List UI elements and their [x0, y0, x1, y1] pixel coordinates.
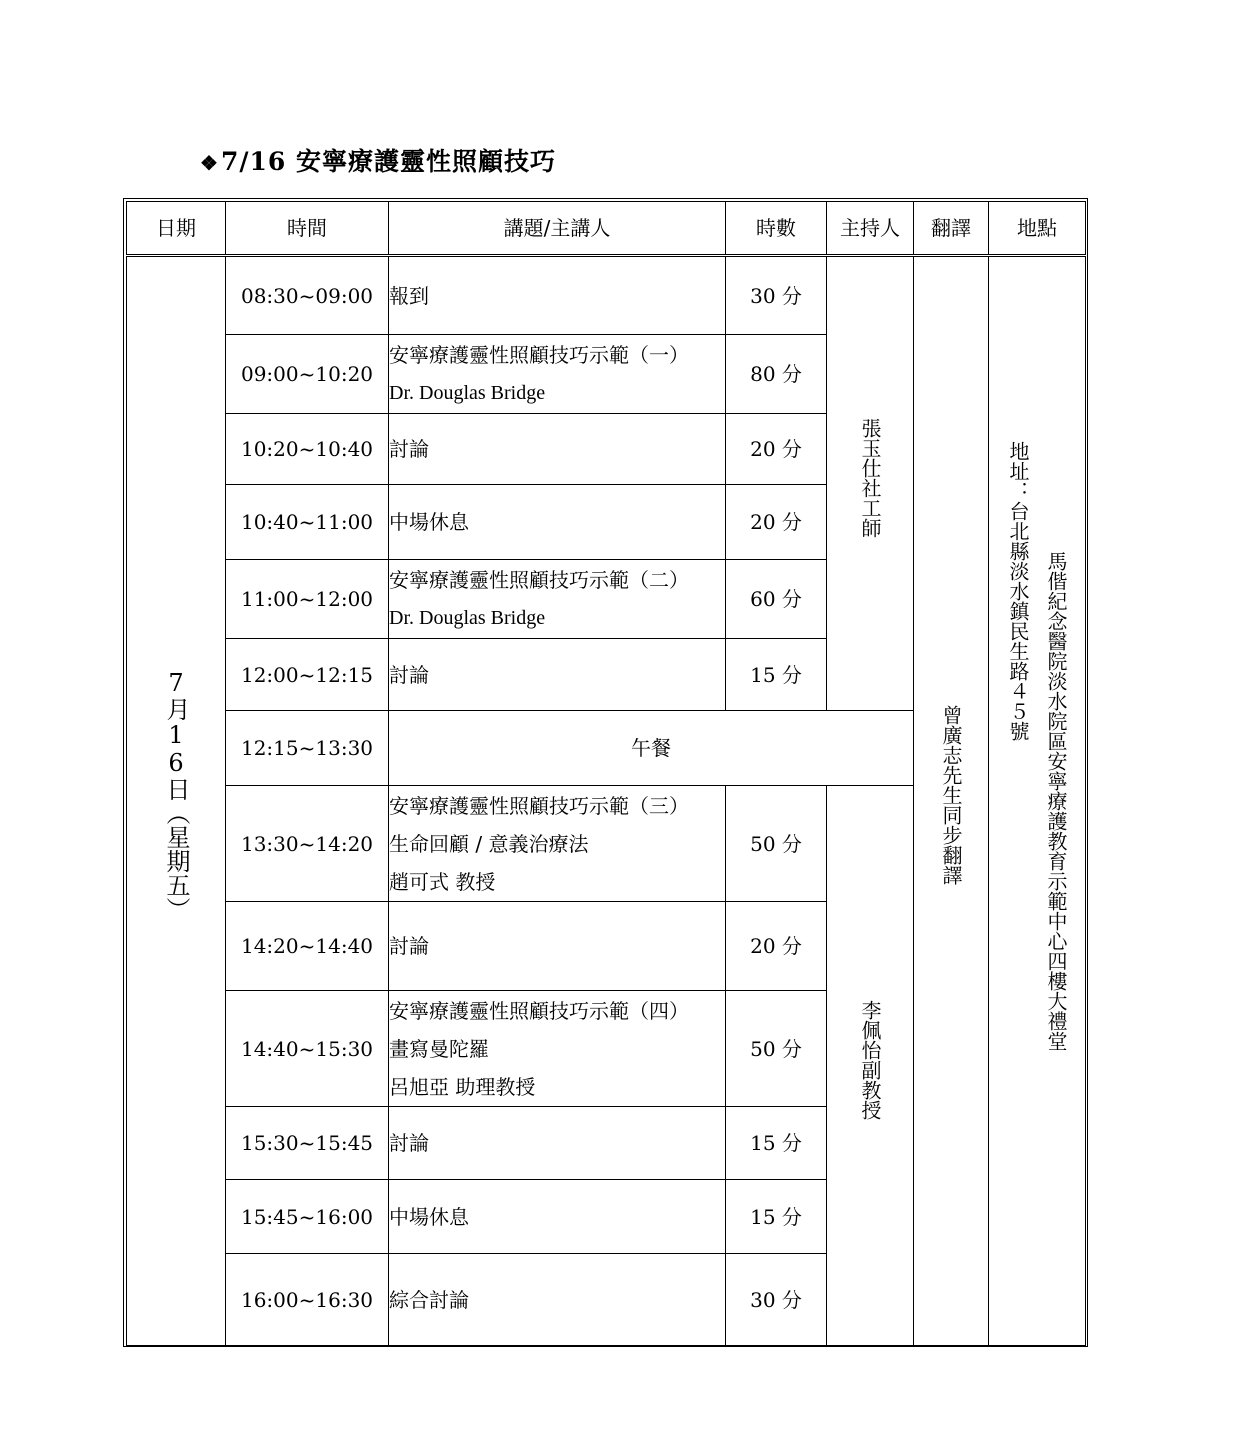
header-host: 主持人: [827, 202, 914, 256]
subtopic-line: 畫寫曼陀羅: [389, 1036, 489, 1061]
duration-cell: 50 分: [726, 786, 827, 902]
topic-cell: [389, 1254, 726, 1346]
translator-cell: [914, 256, 989, 1346]
host-cell-2: [827, 786, 914, 1346]
header-location: 地點: [989, 202, 1086, 256]
time-cell: 11:00~12:00: [226, 560, 389, 639]
date-cell: [127, 256, 226, 1346]
topic-cell: [389, 560, 726, 639]
duration-cell: 20 分: [726, 414, 827, 485]
location-block: [1006, 441, 1068, 1051]
topic-line: 中場休息: [389, 510, 469, 534]
topic-cell: [389, 256, 726, 335]
duration-cell: 20 分: [726, 485, 827, 560]
topic-line: 討論: [389, 934, 429, 958]
duration-cell: 15 分: [726, 1180, 827, 1254]
topic-cell: [389, 335, 726, 414]
topic-cell: [389, 1180, 726, 1254]
topic-line: 安寧療護靈性照顧技巧示範（四）: [389, 998, 689, 1023]
speaker-line: 趙可式 教授: [389, 869, 496, 894]
translator-text: 曾廣志先生同步翻譯: [939, 705, 963, 885]
topic-cell: [389, 902, 726, 991]
host-name: 張玉仕社工師: [858, 417, 882, 538]
topic-cell: [389, 786, 726, 902]
lunch-cell: 午餐: [389, 711, 914, 786]
time-cell: 08:30~09:00: [226, 256, 389, 335]
topic-line: 討論: [389, 662, 429, 687]
time-cell: 15:30~15:45: [226, 1107, 389, 1180]
time-cell: 09:00~10:20: [226, 335, 389, 414]
topic-line: 安寧療護靈性照顧技巧示範（三）: [389, 793, 689, 818]
page-title: [200, 142, 556, 178]
table-header-row: [127, 202, 1086, 256]
time-cell: 14:40~15:30: [226, 991, 389, 1107]
header-topic: 講題/主講人: [389, 202, 726, 256]
diamond-bullet-icon: ❖: [200, 151, 219, 175]
duration-cell: 50 分: [726, 991, 827, 1107]
topic-cell: [389, 639, 726, 711]
duration-cell: 60 分: [726, 560, 827, 639]
time-cell: 15:45~16:00: [226, 1180, 389, 1254]
time-cell: 14:20~14:40: [226, 902, 389, 991]
date-text: 7月16日（星期五）: [162, 669, 190, 921]
topic-cell: [389, 414, 726, 485]
schedule-table: [126, 201, 1086, 1346]
page-title-text: 7/16 安寧療護靈性照顧技巧: [220, 147, 556, 176]
host-cell-1: [827, 256, 914, 711]
time-cell: 10:40~11:00: [226, 485, 389, 560]
time-cell: 12:15~13:30: [226, 711, 389, 786]
location-name: 馬偕紀念醫院淡水院區安寧療護教育示範中心四樓大禮堂: [1044, 551, 1068, 1051]
duration-cell: 20 分: [726, 902, 827, 991]
topic-line: 報到: [389, 283, 429, 308]
time-cell: 13:30~14:20: [226, 786, 389, 902]
duration-cell: 15 分: [726, 639, 827, 711]
location-cell: [989, 256, 1086, 1346]
speaker-line: Dr. Douglas Bridge: [389, 607, 546, 629]
duration-cell: 30 分: [726, 256, 827, 335]
topic-line: 安寧療護靈性照顧技巧示範（二）: [389, 568, 689, 592]
topic-line: 討論: [389, 1131, 429, 1155]
speaker-line: Dr. Douglas Bridge: [389, 382, 546, 404]
topic-line: 安寧療護靈性照顧技巧示範（一）: [389, 343, 689, 367]
location-address: 地址：台北縣淡水鎮民生路４５號: [1006, 441, 1030, 741]
speaker-line: 呂旭亞 助理教授: [389, 1074, 536, 1099]
header-translation: 翻譯: [914, 202, 989, 256]
time-cell: 10:20~10:40: [226, 414, 389, 485]
topic-cell: [389, 991, 726, 1107]
header-date: 日期: [127, 202, 226, 256]
topic-line: 中場休息: [389, 1204, 469, 1229]
table-row: [127, 256, 1086, 335]
topic-cell: [389, 485, 726, 560]
duration-cell: 80 分: [726, 335, 827, 414]
header-time: 時間: [226, 202, 389, 256]
topic-cell: [389, 1107, 726, 1180]
topic-line: 討論: [389, 437, 429, 461]
duration-cell: 30 分: [726, 1254, 827, 1346]
time-cell: 12:00~12:15: [226, 639, 389, 711]
topic-line: 綜合討論: [389, 1287, 469, 1312]
header-duration: 時數: [726, 202, 827, 256]
duration-cell: 15 分: [726, 1107, 827, 1180]
subtopic-line: 生命回顧 / 意義治療法: [389, 831, 589, 856]
time-cell: 16:00~16:30: [226, 1254, 389, 1346]
host-name: 李佩怡副教授: [858, 999, 882, 1120]
